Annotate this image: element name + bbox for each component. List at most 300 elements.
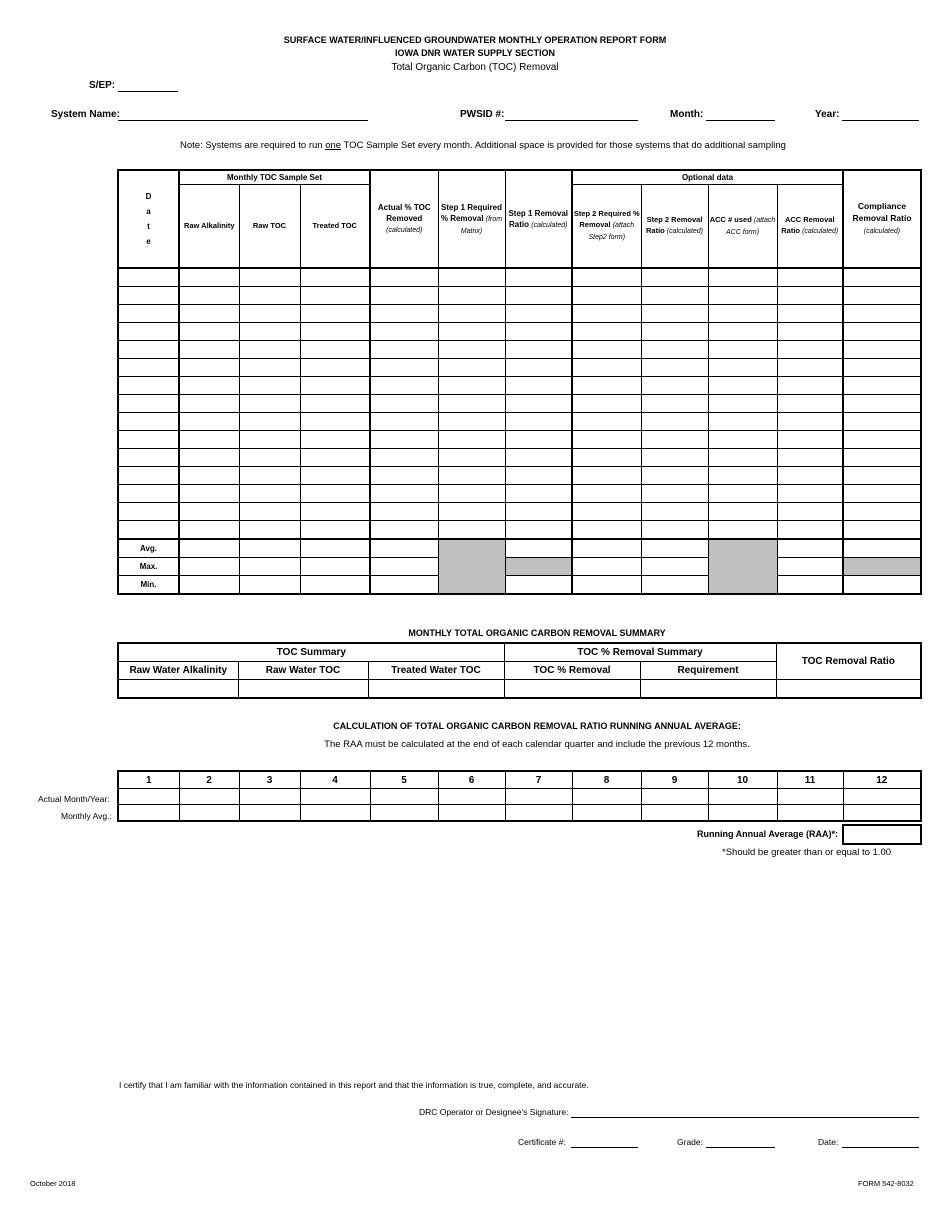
shaded-cell bbox=[843, 558, 921, 576]
cell[interactable] bbox=[641, 323, 708, 341]
note-prefix: Note: Systems are required to run bbox=[180, 140, 326, 151]
raa-cell[interactable] bbox=[300, 805, 370, 822]
cell[interactable] bbox=[843, 395, 921, 413]
form-subtitle-agency: IOWA DNR WATER SUPPLY SECTION bbox=[394, 48, 556, 58]
summary-cell[interactable] bbox=[368, 680, 504, 699]
cell[interactable] bbox=[572, 558, 641, 576]
cell[interactable] bbox=[370, 503, 438, 521]
cell[interactable] bbox=[505, 341, 572, 359]
toc-summary-header: TOC Summary bbox=[118, 643, 504, 662]
cell[interactable] bbox=[641, 558, 708, 576]
step1-required-header: Step 1 Required % Removal (from Matrix) bbox=[438, 170, 505, 268]
raa-cell[interactable] bbox=[572, 789, 641, 805]
date-cell[interactable] bbox=[118, 521, 179, 540]
cell[interactable] bbox=[777, 558, 843, 576]
cell[interactable] bbox=[300, 323, 370, 341]
cell[interactable] bbox=[370, 576, 438, 595]
cell[interactable] bbox=[843, 323, 921, 341]
cell[interactable] bbox=[777, 521, 843, 540]
compliance-ratio-header: Compliance Removal Ratio (calculated) bbox=[843, 170, 921, 268]
cell[interactable] bbox=[300, 485, 370, 503]
cell[interactable] bbox=[777, 431, 843, 449]
cell[interactable] bbox=[708, 268, 777, 287]
cell[interactable] bbox=[843, 539, 921, 558]
revision-date: October 2018 bbox=[30, 1179, 76, 1188]
cell[interactable] bbox=[239, 449, 300, 467]
toc-pct-summary-header: TOC % Removal Summary bbox=[504, 643, 776, 662]
cell[interactable] bbox=[843, 503, 921, 521]
acc-ratio-header: ACC Removal Ratio (calculated) bbox=[777, 184, 843, 268]
raa-cell[interactable] bbox=[118, 805, 179, 822]
table-row bbox=[118, 503, 921, 521]
cell[interactable] bbox=[777, 485, 843, 503]
certificate-field[interactable] bbox=[571, 1147, 638, 1148]
cell[interactable] bbox=[239, 287, 300, 305]
cell[interactable] bbox=[370, 558, 438, 576]
cell[interactable] bbox=[239, 431, 300, 449]
cell[interactable] bbox=[239, 323, 300, 341]
raa-monthly-avg-row bbox=[118, 805, 921, 822]
cell[interactable] bbox=[572, 539, 641, 558]
cell[interactable] bbox=[843, 576, 921, 595]
cell[interactable] bbox=[641, 305, 708, 323]
raa-label: Running Annual Average (RAA)*: bbox=[697, 829, 838, 839]
cell[interactable] bbox=[179, 377, 239, 395]
raa-month-number: 7 bbox=[505, 771, 572, 789]
cell[interactable] bbox=[572, 449, 641, 467]
cell[interactable] bbox=[641, 503, 708, 521]
raa-subtitle: The RAA must be calculated at the end of each calendar quarter and include the previous 12 months. bbox=[324, 739, 750, 750]
table-row bbox=[118, 521, 921, 540]
cell[interactable] bbox=[300, 467, 370, 485]
cell[interactable] bbox=[300, 287, 370, 305]
cell[interactable] bbox=[843, 467, 921, 485]
cell[interactable] bbox=[370, 341, 438, 359]
table-row bbox=[118, 359, 921, 377]
cell[interactable] bbox=[179, 467, 239, 485]
cell[interactable] bbox=[179, 539, 239, 558]
signature-label: DRC Operator or Designee's Signature: bbox=[419, 1107, 569, 1117]
form-title: SURFACE WATER/INFLUENCED GROUNDWATER MONTHLY OPERATION REPORT FORM bbox=[283, 35, 667, 45]
table-row bbox=[118, 377, 921, 395]
cell[interactable] bbox=[300, 377, 370, 395]
cell[interactable] bbox=[572, 305, 641, 323]
month-year-label: Actual Month/Year: bbox=[38, 794, 110, 804]
cell[interactable] bbox=[572, 341, 641, 359]
cell[interactable] bbox=[777, 323, 843, 341]
date-cell[interactable] bbox=[118, 268, 179, 287]
cell[interactable] bbox=[641, 431, 708, 449]
shaded-cell bbox=[505, 558, 572, 576]
cell[interactable] bbox=[572, 268, 641, 287]
raa-value-box[interactable] bbox=[842, 824, 922, 845]
cell[interactable] bbox=[370, 413, 438, 431]
cell[interactable] bbox=[641, 287, 708, 305]
table-row bbox=[118, 287, 921, 305]
summary-cell[interactable] bbox=[504, 680, 640, 699]
cell[interactable] bbox=[300, 268, 370, 287]
cell[interactable] bbox=[572, 431, 641, 449]
cell[interactable] bbox=[708, 287, 777, 305]
actual-removed-header: Actual % TOC Removed (calculated) bbox=[370, 170, 438, 268]
cell[interactable] bbox=[505, 503, 572, 521]
cell[interactable] bbox=[438, 521, 505, 540]
cell[interactable] bbox=[708, 467, 777, 485]
cell[interactable] bbox=[179, 287, 239, 305]
cell[interactable] bbox=[708, 323, 777, 341]
cell[interactable] bbox=[370, 359, 438, 377]
cell[interactable] bbox=[572, 395, 641, 413]
cell[interactable] bbox=[708, 485, 777, 503]
cell[interactable] bbox=[239, 539, 300, 558]
raa-month-header-row bbox=[118, 771, 921, 789]
cell[interactable] bbox=[708, 359, 777, 377]
cell[interactable] bbox=[505, 413, 572, 431]
cell[interactable] bbox=[572, 467, 641, 485]
cell[interactable] bbox=[505, 539, 572, 558]
cell[interactable] bbox=[179, 359, 239, 377]
summary-cell[interactable] bbox=[776, 680, 921, 699]
cell[interactable] bbox=[572, 485, 641, 503]
cell[interactable] bbox=[179, 431, 239, 449]
raa-note: *Should be greater than or equal to 1.00 bbox=[722, 847, 892, 858]
cell[interactable] bbox=[708, 431, 777, 449]
cell[interactable] bbox=[708, 521, 777, 540]
cell[interactable] bbox=[505, 576, 572, 595]
cell[interactable] bbox=[438, 359, 505, 377]
shaded-cell bbox=[708, 539, 777, 594]
cell[interactable] bbox=[370, 539, 438, 558]
table-row bbox=[118, 268, 921, 287]
date-cell[interactable] bbox=[118, 413, 179, 431]
cell[interactable] bbox=[300, 558, 370, 576]
date-cell[interactable] bbox=[118, 377, 179, 395]
raa-cell[interactable] bbox=[777, 805, 843, 822]
cell[interactable] bbox=[641, 467, 708, 485]
cell[interactable] bbox=[572, 521, 641, 540]
cell[interactable] bbox=[239, 268, 300, 287]
cell[interactable] bbox=[572, 287, 641, 305]
cell[interactable] bbox=[438, 485, 505, 503]
cell[interactable] bbox=[843, 521, 921, 540]
cell[interactable] bbox=[641, 576, 708, 595]
cell[interactable] bbox=[708, 503, 777, 521]
cell[interactable] bbox=[239, 485, 300, 503]
cell[interactable] bbox=[572, 377, 641, 395]
cell[interactable] bbox=[777, 467, 843, 485]
max-label: Max. bbox=[118, 558, 179, 576]
min-row bbox=[118, 576, 921, 595]
cell[interactable] bbox=[777, 413, 843, 431]
raa-cell[interactable] bbox=[505, 805, 572, 822]
cell[interactable] bbox=[777, 503, 843, 521]
cell[interactable] bbox=[708, 413, 777, 431]
cell[interactable] bbox=[505, 395, 572, 413]
cell[interactable] bbox=[777, 449, 843, 467]
cell[interactable] bbox=[505, 521, 572, 540]
grade-label: Grade: bbox=[677, 1137, 703, 1147]
cell[interactable] bbox=[370, 323, 438, 341]
raa-cell[interactable] bbox=[300, 789, 370, 805]
cell[interactable] bbox=[505, 449, 572, 467]
sep-field[interactable] bbox=[118, 91, 178, 92]
cell[interactable] bbox=[300, 503, 370, 521]
monthly-avg-label: Monthly Avg.: bbox=[61, 811, 112, 821]
cell[interactable] bbox=[239, 359, 300, 377]
raa-cell[interactable] bbox=[370, 789, 438, 805]
cell[interactable] bbox=[300, 395, 370, 413]
cell[interactable] bbox=[641, 377, 708, 395]
raa-month-number: 4 bbox=[300, 771, 370, 789]
summary-cell[interactable] bbox=[640, 680, 776, 699]
date-cell[interactable] bbox=[118, 503, 179, 521]
grade-field[interactable] bbox=[706, 1147, 775, 1148]
cell[interactable] bbox=[777, 539, 843, 558]
cell[interactable] bbox=[641, 539, 708, 558]
cell[interactable] bbox=[300, 341, 370, 359]
cell[interactable] bbox=[708, 449, 777, 467]
cell[interactable] bbox=[179, 341, 239, 359]
cell[interactable] bbox=[572, 323, 641, 341]
raa-cell[interactable] bbox=[708, 789, 777, 805]
cell[interactable] bbox=[843, 268, 921, 287]
cell[interactable] bbox=[843, 449, 921, 467]
cell[interactable] bbox=[843, 305, 921, 323]
cell[interactable] bbox=[438, 431, 505, 449]
month-field[interactable] bbox=[706, 120, 775, 121]
cell[interactable] bbox=[505, 268, 572, 287]
raw-toc-header: Raw TOC bbox=[239, 184, 300, 268]
raa-cell[interactable] bbox=[505, 789, 572, 805]
cell[interactable] bbox=[505, 323, 572, 341]
cell[interactable] bbox=[572, 359, 641, 377]
cell[interactable] bbox=[300, 576, 370, 595]
cell[interactable] bbox=[239, 503, 300, 521]
cell[interactable] bbox=[843, 413, 921, 431]
cell[interactable] bbox=[572, 503, 641, 521]
date-cell[interactable] bbox=[118, 359, 179, 377]
cell[interactable] bbox=[843, 287, 921, 305]
raa-month-number: 8 bbox=[572, 771, 641, 789]
cell[interactable] bbox=[300, 359, 370, 377]
cell[interactable] bbox=[300, 305, 370, 323]
cell[interactable] bbox=[438, 305, 505, 323]
cell[interactable] bbox=[179, 449, 239, 467]
raa-cell[interactable] bbox=[179, 789, 239, 805]
raa-month-number: 1 bbox=[118, 771, 179, 789]
cell[interactable] bbox=[239, 341, 300, 359]
cell[interactable] bbox=[438, 323, 505, 341]
date-letter: D bbox=[145, 192, 152, 201]
cell[interactable] bbox=[370, 377, 438, 395]
summary-cell[interactable] bbox=[238, 680, 368, 699]
date-cell[interactable] bbox=[118, 341, 179, 359]
treated-toc-header: Treated TOC bbox=[300, 184, 370, 268]
year-label: Year: bbox=[815, 109, 840, 120]
cell[interactable] bbox=[438, 395, 505, 413]
cell[interactable] bbox=[179, 503, 239, 521]
cell[interactable] bbox=[641, 359, 708, 377]
cell[interactable] bbox=[300, 431, 370, 449]
cell[interactable] bbox=[370, 521, 438, 540]
pwsid-label: PWSID #: bbox=[460, 109, 505, 120]
cell[interactable] bbox=[239, 395, 300, 413]
cell[interactable] bbox=[708, 341, 777, 359]
cell[interactable] bbox=[239, 413, 300, 431]
cell[interactable] bbox=[438, 287, 505, 305]
cell[interactable] bbox=[505, 287, 572, 305]
cell[interactable] bbox=[505, 359, 572, 377]
cell[interactable] bbox=[179, 268, 239, 287]
cell[interactable] bbox=[370, 431, 438, 449]
raa-cell[interactable] bbox=[641, 805, 708, 822]
cell[interactable] bbox=[641, 413, 708, 431]
cell[interactable] bbox=[843, 341, 921, 359]
date-cell[interactable] bbox=[118, 305, 179, 323]
date-letter: e bbox=[146, 237, 151, 246]
cell[interactable] bbox=[179, 305, 239, 323]
cell[interactable] bbox=[843, 359, 921, 377]
cell[interactable] bbox=[370, 287, 438, 305]
year-field[interactable] bbox=[842, 120, 919, 121]
cell[interactable] bbox=[843, 485, 921, 503]
cell[interactable] bbox=[300, 521, 370, 540]
cell[interactable] bbox=[505, 305, 572, 323]
cell[interactable] bbox=[179, 576, 239, 595]
cell[interactable] bbox=[708, 377, 777, 395]
date-cell[interactable] bbox=[118, 323, 179, 341]
raa-cell[interactable] bbox=[438, 805, 505, 822]
cell[interactable] bbox=[239, 305, 300, 323]
raw-alkalinity-header: Raw Alkalinity bbox=[179, 184, 239, 268]
raa-cell[interactable] bbox=[708, 805, 777, 822]
max-row bbox=[118, 558, 921, 576]
cell[interactable] bbox=[179, 395, 239, 413]
cell[interactable] bbox=[641, 341, 708, 359]
cell[interactable] bbox=[370, 449, 438, 467]
cell[interactable] bbox=[777, 576, 843, 595]
cell[interactable] bbox=[777, 377, 843, 395]
cell[interactable] bbox=[179, 413, 239, 431]
system-name-field[interactable] bbox=[118, 120, 368, 121]
cell[interactable] bbox=[179, 558, 239, 576]
cell[interactable] bbox=[641, 449, 708, 467]
cell[interactable] bbox=[179, 323, 239, 341]
note-suffix: TOC Sample Set every month. Additional space is provided for those systems that do additional sampling bbox=[341, 140, 786, 151]
date-cell[interactable] bbox=[118, 485, 179, 503]
cell[interactable] bbox=[300, 413, 370, 431]
cell[interactable] bbox=[708, 305, 777, 323]
signature-field[interactable] bbox=[571, 1117, 919, 1118]
raa-cell[interactable] bbox=[179, 805, 239, 822]
cell[interactable] bbox=[239, 558, 300, 576]
cell[interactable] bbox=[239, 467, 300, 485]
date-cell[interactable] bbox=[118, 449, 179, 467]
cell[interactable] bbox=[777, 287, 843, 305]
cell[interactable] bbox=[239, 377, 300, 395]
cell[interactable] bbox=[179, 485, 239, 503]
date-field[interactable] bbox=[842, 1147, 919, 1148]
raa-cell[interactable] bbox=[572, 805, 641, 822]
cell[interactable] bbox=[777, 268, 843, 287]
cell[interactable] bbox=[641, 521, 708, 540]
requirement-header: Requirement bbox=[640, 662, 776, 680]
cell[interactable] bbox=[505, 485, 572, 503]
cell[interactable] bbox=[641, 268, 708, 287]
pwsid-field[interactable] bbox=[505, 120, 638, 121]
cell[interactable] bbox=[370, 305, 438, 323]
raa-cell[interactable] bbox=[641, 789, 708, 805]
date-letter: a bbox=[146, 207, 151, 216]
note-emphasis: one bbox=[325, 140, 342, 151]
cell[interactable] bbox=[777, 395, 843, 413]
raa-cell[interactable] bbox=[118, 789, 179, 805]
date-cell[interactable] bbox=[118, 467, 179, 485]
cell[interactable] bbox=[777, 359, 843, 377]
raa-cell[interactable] bbox=[777, 789, 843, 805]
raa-month-number: 5 bbox=[370, 771, 438, 789]
cell[interactable] bbox=[438, 377, 505, 395]
cell[interactable] bbox=[370, 268, 438, 287]
cell[interactable] bbox=[239, 576, 300, 595]
raa-cell[interactable] bbox=[370, 805, 438, 822]
cell[interactable] bbox=[300, 449, 370, 467]
cell[interactable] bbox=[370, 467, 438, 485]
cell[interactable] bbox=[505, 377, 572, 395]
cell[interactable] bbox=[239, 521, 300, 540]
date-cell[interactable] bbox=[118, 431, 179, 449]
summary-cell[interactable] bbox=[118, 680, 238, 699]
table-row bbox=[118, 485, 921, 503]
raa-cell[interactable] bbox=[438, 789, 505, 805]
table-row bbox=[118, 431, 921, 449]
cell[interactable] bbox=[438, 413, 505, 431]
cell[interactable] bbox=[370, 485, 438, 503]
cell[interactable] bbox=[438, 268, 505, 287]
cell[interactable] bbox=[641, 395, 708, 413]
cell[interactable] bbox=[843, 431, 921, 449]
cell[interactable] bbox=[708, 395, 777, 413]
cell[interactable] bbox=[505, 431, 572, 449]
cell[interactable] bbox=[572, 576, 641, 595]
sep-label: S/EP: bbox=[89, 80, 116, 91]
cell[interactable] bbox=[438, 449, 505, 467]
cell[interactable] bbox=[438, 341, 505, 359]
raa-cell[interactable] bbox=[239, 789, 300, 805]
raa-month-number: 10 bbox=[708, 771, 777, 789]
raa-cell[interactable] bbox=[239, 805, 300, 822]
cell[interactable] bbox=[777, 341, 843, 359]
cell[interactable] bbox=[300, 539, 370, 558]
cell[interactable] bbox=[438, 503, 505, 521]
avg-row bbox=[118, 539, 921, 558]
date-cell[interactable] bbox=[118, 395, 179, 413]
form-subtitle-topic: Total Organic Carbon (TOC) Removal bbox=[391, 62, 559, 73]
cell[interactable] bbox=[370, 395, 438, 413]
cell[interactable] bbox=[505, 467, 572, 485]
monthly-sample-set-header: Monthly TOC Sample Set bbox=[179, 170, 370, 184]
cell[interactable] bbox=[777, 305, 843, 323]
cell[interactable] bbox=[179, 521, 239, 540]
cell[interactable] bbox=[843, 377, 921, 395]
shaded-cell bbox=[438, 539, 505, 594]
raa-cell[interactable] bbox=[843, 789, 921, 805]
cell[interactable] bbox=[438, 467, 505, 485]
date-cell[interactable] bbox=[118, 287, 179, 305]
cell[interactable] bbox=[641, 485, 708, 503]
cell[interactable] bbox=[572, 413, 641, 431]
raa-cell[interactable] bbox=[843, 805, 921, 822]
